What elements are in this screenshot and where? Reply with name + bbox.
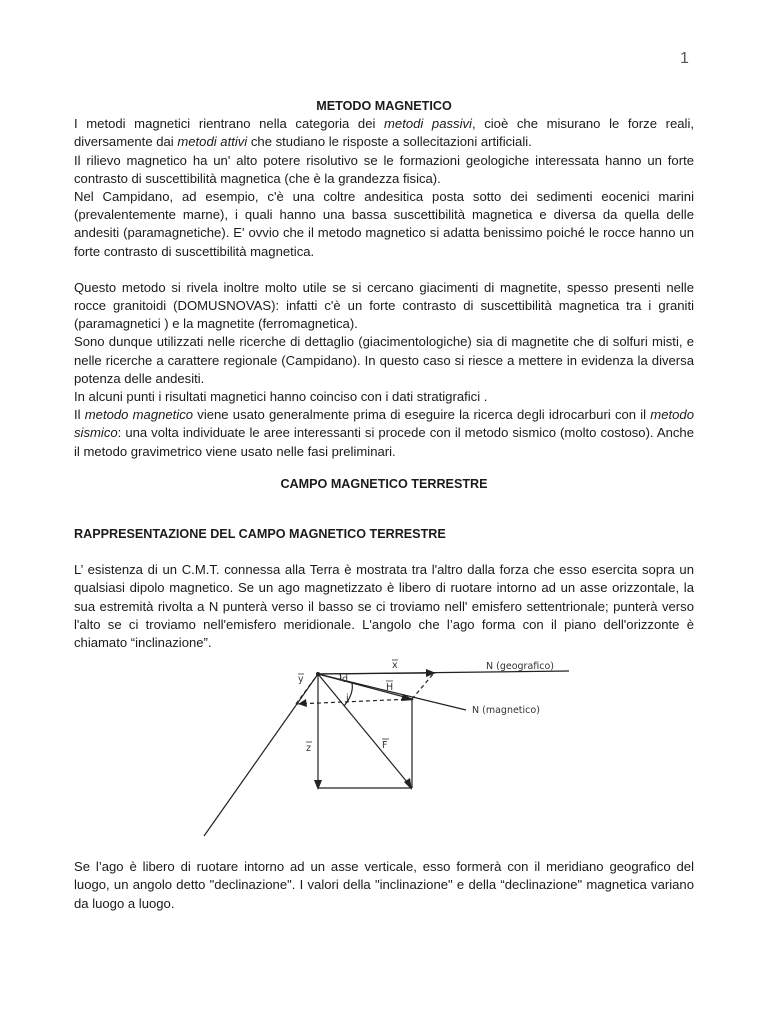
paragraph-declination: Se l’ago è libero di ruotare intorno ad un asse verticale, esso formerà con il meridiano geografico del luogo, un angolo detto "declinazione". I valori della "inclinazione" e della “declinazione" magnetica variano da luogo a luogo. bbox=[74, 859, 694, 911]
origin-point bbox=[316, 672, 320, 676]
methods-term-magnetic: metodo magnetico bbox=[84, 407, 194, 423]
magnetic-field-diagram bbox=[74, 656, 694, 854]
intro-term-passive: metodi passivi bbox=[384, 116, 472, 132]
page-title: METODO MAGNETICO bbox=[316, 99, 452, 113]
h-vector-line bbox=[318, 674, 412, 699]
subsection-heading: RAPPRESENTAZIONE DEL CAMPO MAGNETICO TERRESTRE bbox=[74, 527, 446, 542]
label-north-geographic: N (geografico) bbox=[486, 661, 555, 673]
paragraph-intro bbox=[74, 115, 694, 151]
label-north-magnetic: N (magnetico) bbox=[472, 705, 540, 717]
field-vector-svg bbox=[74, 656, 694, 854]
paragraph-research: Sono dunque utilizzati nelle ricerche di dettaglio (giacimentologiche) sia di magnetite che di solfuri misti, e nelle ricerche a carattere regionale (Campidano). In questo caso si riesce a mettere in evidenza la diversa potenza delle andesiti. bbox=[74, 334, 694, 386]
page-number: 1 bbox=[680, 50, 689, 67]
section-heading-campo: CAMPO MAGNETICO TERRESTRE bbox=[280, 476, 488, 491]
methods-text-c: viene usato generalmente prima di eseguire la ricerca degli idrocarburi con il bbox=[193, 407, 651, 423]
label-f: F bbox=[382, 740, 388, 752]
label-z: z bbox=[306, 743, 311, 755]
paragraph-resolution: Il rilievo magnetico ha un' alto potere risolutivo se le formazioni geologiche interessata hanno un forte contrasto di suscettibilità magnetica (che è la grandezza fisica). bbox=[74, 152, 694, 186]
paragraph-methods bbox=[74, 406, 694, 461]
intro-term-active: metodi attivi bbox=[177, 134, 248, 150]
paragraph-stratigraphy: In alcuni punti i risultati magnetici hanno coinciso con i dati stratigrafici . bbox=[74, 389, 488, 405]
f-vector-line bbox=[318, 674, 412, 788]
document-body bbox=[74, 97, 694, 913]
methods-text-e: : una volta individuate le aree interessanti si procede con il metodo sismico (molto costoso). Anche il metodo gravimetrico viene usato nelle fasi preliminari. bbox=[74, 425, 694, 459]
methods-term-seismic: metodo sismico bbox=[74, 407, 694, 441]
label-d: d bbox=[342, 674, 349, 686]
intro-text-e: che studiano le risposte a sollecitazioni artificiali. bbox=[247, 134, 532, 150]
dashed-x-projection bbox=[412, 673, 434, 699]
paragraph-campidano: Nel Campidano, ad esempio, c'è una coltre andesitica posta sotto dei sedimenti eocenici marini (prevalentemente marne), i quali hanno una bassa suscettibilità magnetica e diversa da quella delle andesiti (paramagnetiche). E' ovvio che il metodo magnetico si adatta benissimo poiché le rocce hanno un forte contrasto di suscettibilità magnetica. bbox=[74, 189, 694, 259]
methods-text-a: Il bbox=[74, 407, 85, 423]
dashed-y-projection bbox=[296, 699, 412, 704]
label-x: x bbox=[392, 660, 398, 672]
h-arrowhead bbox=[401, 694, 414, 701]
label-i: i bbox=[346, 693, 349, 705]
label-y: y bbox=[298, 674, 304, 686]
intro-text-c: , cioè che misurano le forze reali, diversamente dai bbox=[74, 116, 694, 150]
label-h: H bbox=[386, 682, 394, 694]
intro-text-a: I metodi magnetici rientrano nella categoria dei bbox=[74, 116, 385, 132]
paragraph-magnetite: Questo metodo si rivela inoltre molto utile se si cercano giacimenti di magnetite, spesso presenti nelle rocce granitoidi (DOMUSNOVAS): infatti c'è un forte contrasto di suscettibilità magnetica tra i graniti (paramagnetici ) e la magnetite (ferromagnetica). bbox=[74, 279, 694, 332]
x-axis-line bbox=[318, 673, 434, 674]
paragraph-inclination: L’ esistenza di un C.M.T. connessa alla Terra è mostrata tra l'altro dalla forza che esso esercita sopra un qualsiasi dipolo magnetico. Se un ago magnetizzato è libero di ruotare intorno ad un asse orizzontale, la sua estremità rivolta a N punterà verso il basso se ci troviamo nell' emisfero settentrionale; punterà verso l'alto se ci troviamo nell'emisfero meridionale. L'angolo che l’ago forma con il piano dell'orizzonte è chiamato “inclinazione”. bbox=[74, 562, 694, 651]
